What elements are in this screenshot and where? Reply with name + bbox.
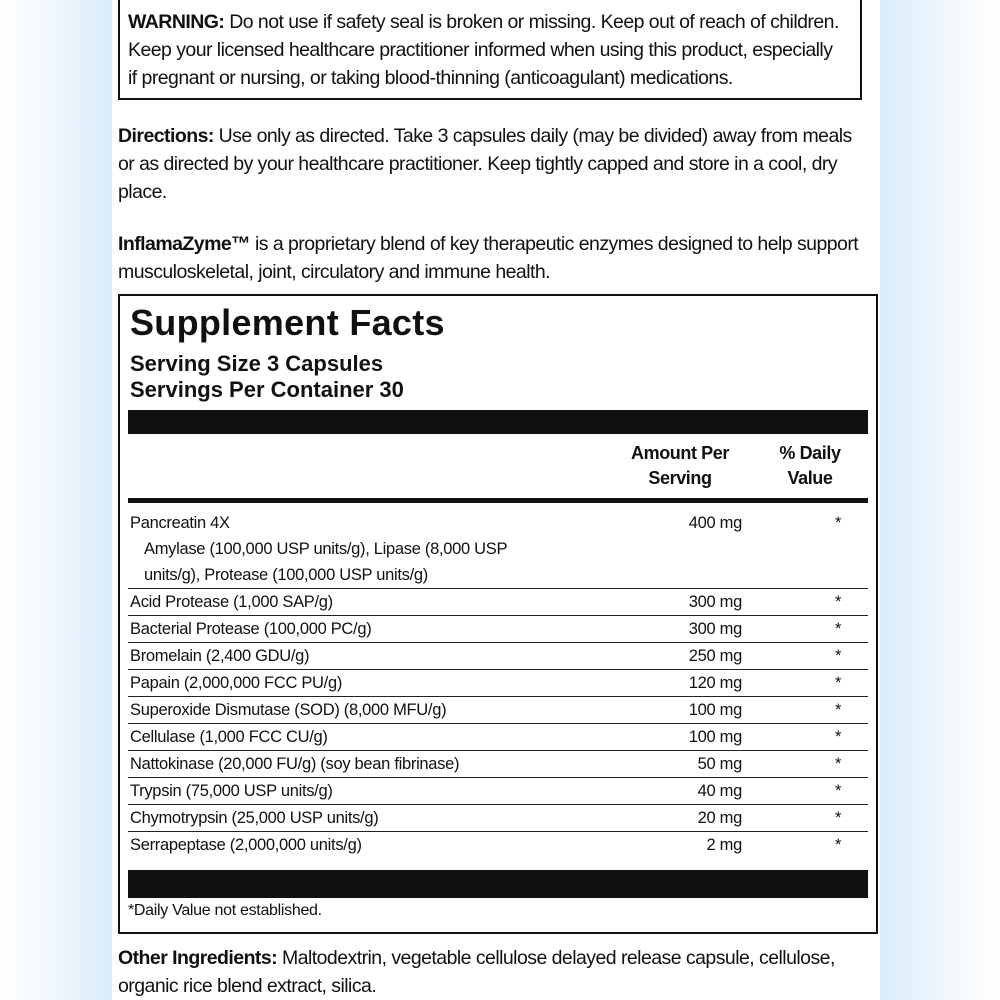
ingredient-amount: 400 mg [688,514,742,532]
ingredient-amount: 40 mg [697,782,742,800]
warning-text: WARNING: Do not use if safety seal is broken or missing. Keep out of reach of children. [128,11,839,33]
ingredient-name: Trypsin (75,000 USP units/g) [130,782,333,800]
ingredient-daily-value: * [834,593,842,611]
divider-bar-bottom [128,870,868,898]
directions-label: Directions: [118,125,214,147]
blend-line-2: musculoskeletal, joint, circulatory and immune health. [118,261,551,283]
servings-per-container: Servings Per Container 30 [130,377,404,402]
directions-line-3: place. [118,181,167,203]
warning-line-3: if pregnant or nursing, or taking blood-thinning (anticoagulant) medications. [128,67,733,89]
other-ingredients-line-2: organic rice blend extract, silica. [118,975,377,997]
ingredient-table [128,510,868,858]
table-row [128,616,868,643]
blend-name: InflamaZyme™ [118,233,251,255]
ingredient-daily-value: * [834,809,842,827]
ingredient-daily-value: * [834,728,842,746]
blend-description: InflamaZyme™ is a proprietary blend of key therapeutic enzymes designed to help support musculoskeletal, joint, circulatory and immune health. [118,230,878,286]
warning-box [118,0,862,100]
ingredient-daily-value: * [834,620,842,638]
warning-line-2: Keep your licensed healthcare practitioner informed when using this product, especially [128,39,833,61]
right-background-edge [880,0,1000,1000]
ingredient-name: Nattokinase (20,000 FU/g) (soy bean fibrinase) [130,755,460,773]
table-row [128,670,868,697]
table-row [128,778,868,805]
directions-block: Directions: Use only as directed. Take 3 capsules daily (may be divided) away from meals or as directed by your healthcare practitioner. Keep tightly capped and store in a cool, dry place. [118,122,878,206]
ingredient-subline: Amylase (100,000 USP units/g), Lipase (8,000 USP [144,540,508,558]
other-ingredients: Other Ingredients: Maltodextrin, vegetable cellulose delayed release capsule, cellulose, organic rice blend extract, silica. [118,944,878,1000]
ingredient-daily-value: * [834,782,842,800]
table-row [128,724,868,751]
serving-info [130,351,404,403]
ingredient-daily-value: * [834,836,842,854]
table-row [128,510,868,589]
left-background-edge [0,0,112,1000]
warning-label: WARNING: [128,11,225,33]
divider-bar-header [128,498,868,503]
ingredient-amount: 100 mg [688,728,742,746]
serving-size: Serving Size 3 Capsules [130,351,384,376]
divider-bar-top [128,410,868,434]
table-row [128,751,868,778]
supplement-facts-panel [118,294,878,934]
ingredient-amount: 120 mg [688,674,742,692]
ingredient-name: Serrapeptase (2,000,000 units/g) [130,836,362,854]
ingredient-daily-value: * [834,514,842,532]
ingredient-name: Superoxide Dismutase (SOD) (8,000 MFU/g) [130,701,447,719]
ingredient-amount: 300 mg [688,593,742,611]
ingredient-name: Pancreatin 4X [130,514,230,532]
facts-title: Supplement Facts [130,302,445,343]
ingredient-daily-value: * [834,701,842,719]
ingredient-name: Bacterial Protease (100,000 PC/g) [130,620,372,638]
header-daily-value: % Daily Value [779,443,841,488]
ingredient-amount: 300 mg [688,620,742,638]
directions-line-2: or as directed by your healthcare practitioner. Keep tightly capped and store in a cool, dry [118,153,838,175]
table-row [128,589,868,616]
ingredient-daily-value: * [834,755,842,773]
table-row [128,643,868,670]
ingredient-daily-value: * [834,674,842,692]
header-amount-per-serving: Amount Per Serving [630,443,729,488]
ingredient-amount: 250 mg [688,647,742,665]
ingredient-subline: units/g), Protease (100,000 USP units/g) [144,566,428,584]
ingredient-name: Cellulase (1,000 FCC CU/g) [130,728,328,746]
ingredient-amount: 2 mg [706,836,742,854]
ingredient-name: Bromelain (2,400 GDU/g) [130,647,310,665]
table-row [128,832,868,858]
ingredient-daily-value: * [834,647,842,665]
table-row [128,805,868,832]
ingredient-amount: 100 mg [688,701,742,719]
ingredient-amount: 50 mg [697,755,742,773]
ingredient-name: Chymotrypsin (25,000 USP units/g) [130,809,379,827]
ingredient-amount: 20 mg [697,809,742,827]
other-ingredients-label: Other Ingredients: [118,947,278,969]
ingredient-name: Acid Protease (1,000 SAP/g) [130,593,333,611]
table-row [128,697,868,724]
daily-value-footnote: *Daily Value not established. [128,902,322,919]
ingredient-name: Papain (2,000,000 FCC PU/g) [130,674,343,692]
